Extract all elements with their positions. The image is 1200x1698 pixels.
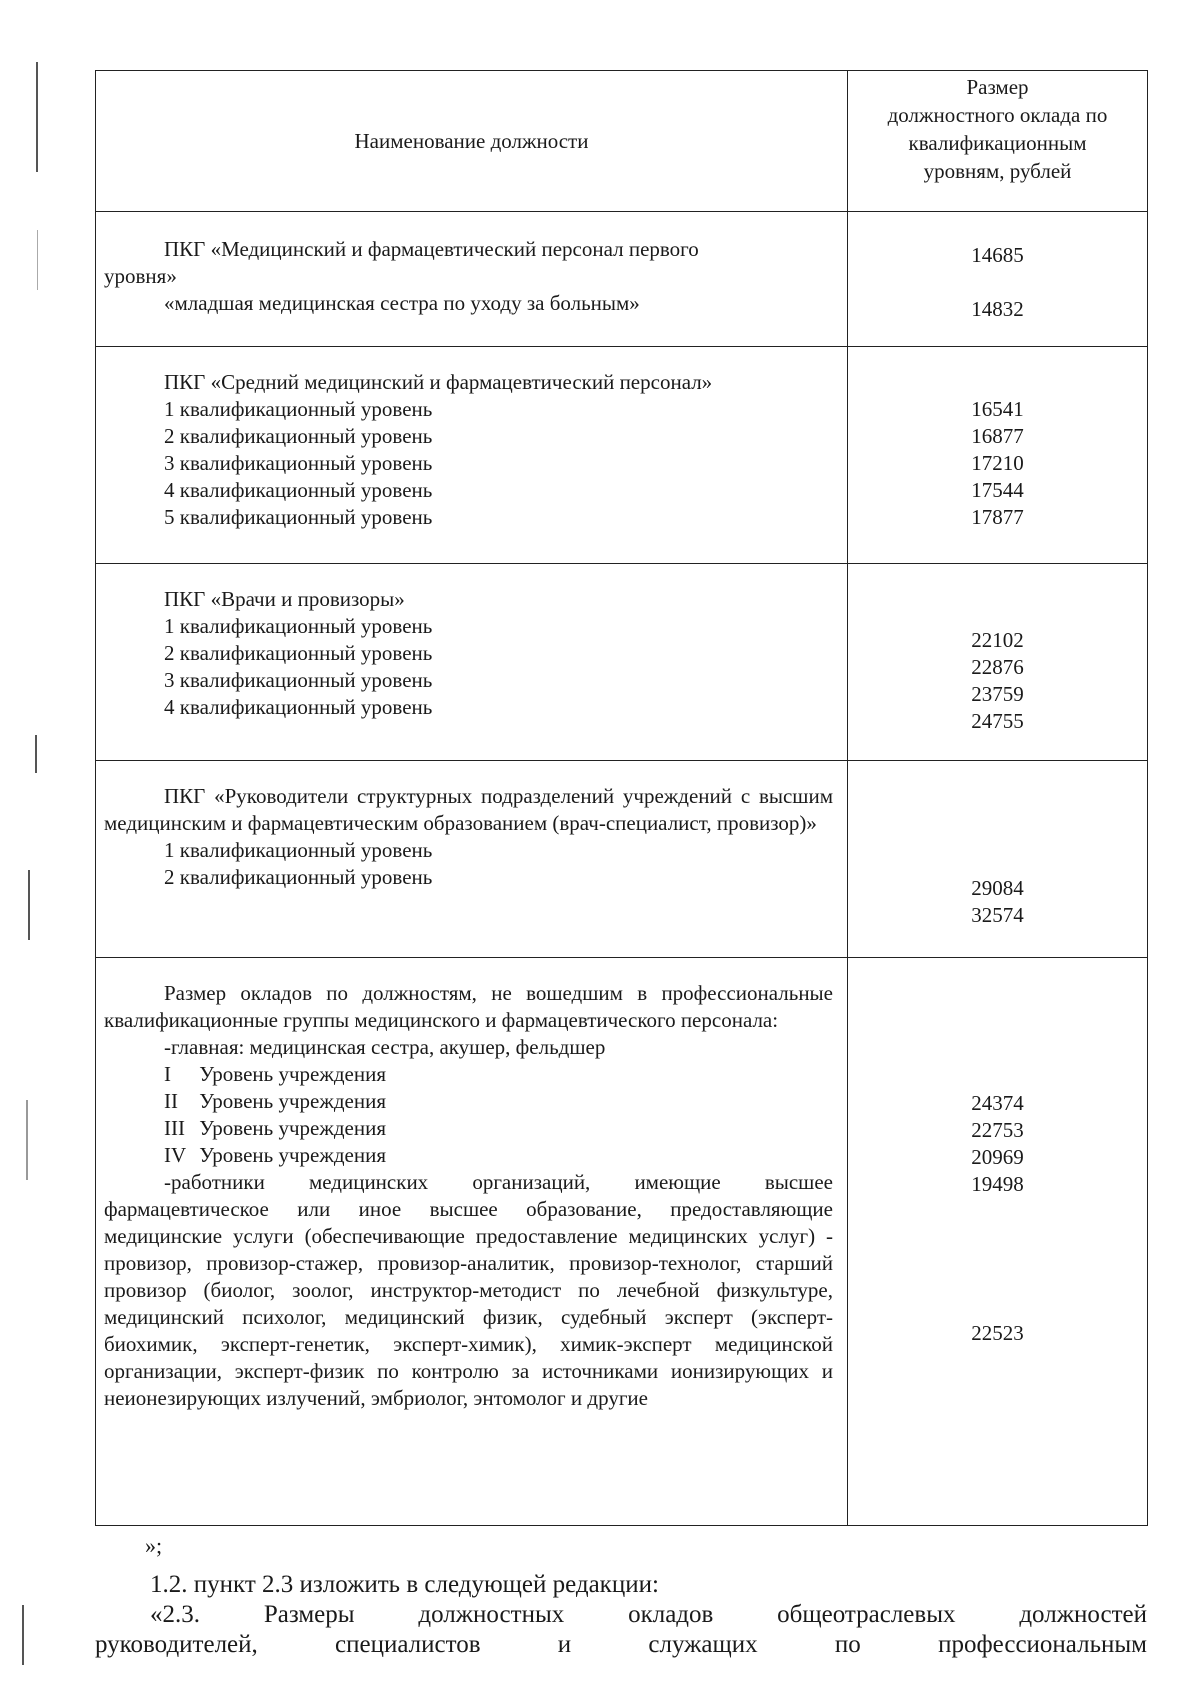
salary-value: 22523 [971, 1321, 1024, 1345]
other-positions-intro: Размер окладов по должностям, не вошедшим в профессиональные квалификационные группы медицинского и фармацевтического персонала: [104, 981, 833, 1032]
group-title: ПКГ «Медицинский и фармацевтический персонал первого [164, 237, 699, 261]
salary-value: 29084 [971, 876, 1024, 900]
salary-value: 32574 [971, 903, 1024, 927]
group-title: ПКГ «Руководители структурных подразделений учреждений с высшим медицинским и фармацевтическим образованием (врач-специалист, провизор)» [104, 784, 833, 835]
salary-value: 17544 [971, 478, 1024, 502]
group-item: 1 квалификационный уровень [164, 397, 433, 421]
group-item: 4 квалификационный уровень [164, 478, 433, 502]
salary-value: 17877 [971, 505, 1024, 529]
salary-value: 14832 [971, 297, 1024, 321]
group-item: 2 квалификационный уровень [164, 424, 433, 448]
salary-value: 16541 [971, 397, 1024, 421]
header-salary [848, 71, 1148, 212]
header-salary-line: уровням, рублей [923, 159, 1072, 183]
table-header-row [96, 71, 1148, 212]
group-row-doctors [96, 564, 1148, 761]
salary-value: 14685 [971, 243, 1024, 267]
header-salary-line: квалификационным [908, 131, 1087, 155]
group-item: 1 квалификационный уровень [164, 614, 433, 638]
institution-level-row: III Уровень учреждения [164, 1116, 386, 1140]
group-name-cell [96, 761, 848, 958]
group-item: 1 квалификационный уровень [164, 838, 433, 862]
header-position-name: Наименование должности [96, 71, 848, 212]
group-item: 4 квалификационный уровень [164, 695, 433, 719]
group-name-cell [96, 564, 848, 761]
salary-value: 16877 [971, 424, 1024, 448]
salary-table [95, 70, 1148, 1526]
group-title: ПКГ «Средний медицинский и фармацевтический персонал» [164, 370, 713, 394]
group-salary-cell [848, 212, 1148, 347]
salary-value: 19498 [971, 1172, 1024, 1196]
salary-value: 24755 [971, 709, 1024, 733]
after-table-text [95, 1532, 1147, 1660]
closing-quote: »; [145, 1533, 163, 1558]
main-nurse-title: -главная: медицинская сестра, акушер, фельдшер [164, 1035, 606, 1059]
group-item: «младшая медицинская сестра по уходу за больным» [164, 291, 640, 315]
group-title-cont: уровня» [104, 264, 177, 288]
group-name-cell [96, 347, 848, 564]
group-row-department-heads [96, 761, 1148, 958]
salary-value: 22876 [971, 655, 1024, 679]
group-name-cell [96, 958, 848, 1526]
medical-workers-text: -работники медицинских организаций, имеющие высшее фармацевтическое или иное высшее образование, предоставляющие медицинские услуги (обеспечивающие предоставление медицинских услуг) - провизор, провизор-стажер, провизор-аналитик, провизор-технолог, старший провизор (биолог, зоолог, инструктор-методист по лечебной физкультуре, медицинский психолог, медицинский физик, судебный эксперт (эксперт-биохимик, эксперт-генетик, эксперт-химик), химик-эксперт медицинской организации, эксперт-физик по контролю за источниками ионизирующих и неионезирующих излучений, эмбриолог, энтомолог и другие [104, 1170, 833, 1410]
group-salary-cell [848, 761, 1148, 958]
group-title: ПКГ «Врачи и провизоры» [164, 587, 405, 611]
group-item: 3 квалификационный уровень [164, 668, 433, 692]
scan-mark-left-5 [26, 1100, 28, 1180]
salary-value: 17210 [971, 451, 1024, 475]
clause-1-2: 1.2. пункт 2.3 изложить в следующей редакции: [150, 1571, 659, 1598]
scan-mark-left-1 [36, 62, 38, 172]
salary-table-wrapper [95, 70, 1147, 1526]
group-item: 2 квалификационный уровень [164, 641, 433, 665]
salary-value: 23759 [971, 682, 1024, 706]
group-name-cell [96, 212, 848, 347]
institution-level-row: IV Уровень учреждения [164, 1143, 386, 1167]
group-salary-cell [848, 347, 1148, 564]
salary-value: 24374 [971, 1091, 1024, 1115]
institution-level-row: II Уровень учреждения [164, 1089, 386, 1113]
header-salary-line: должностного оклада по [887, 103, 1108, 127]
scan-mark-left-2 [37, 230, 38, 290]
group-salary-cell [848, 564, 1148, 761]
salary-value: 22102 [971, 628, 1024, 652]
salary-value: 20969 [971, 1145, 1024, 1169]
scan-mark-left-6 [22, 1605, 24, 1665]
salary-value: 22753 [971, 1118, 1024, 1142]
group-row-other-positions [96, 958, 1148, 1526]
group-item: 2 квалификационный уровень [164, 865, 433, 889]
clause-2-3-line2: руководителей, специалистов и служащих по профессиональным [95, 1631, 1147, 1658]
group-item: 3 квалификационный уровень [164, 451, 433, 475]
scan-mark-left-4 [28, 870, 30, 940]
group-row-middle-medical [96, 347, 1148, 564]
institution-level-row: I Уровень учреждения [164, 1062, 386, 1086]
group-row-junior-medical [96, 212, 1148, 347]
header-salary-line: Размер [966, 75, 1029, 99]
clause-2-3-line1: «2.3. Размеры должностных окладов общеотраслевых должностей [150, 1601, 1147, 1628]
scan-mark-left-3 [35, 735, 37, 773]
group-salary-cell [848, 958, 1148, 1526]
group-item: 5 квалификационный уровень [164, 505, 433, 529]
